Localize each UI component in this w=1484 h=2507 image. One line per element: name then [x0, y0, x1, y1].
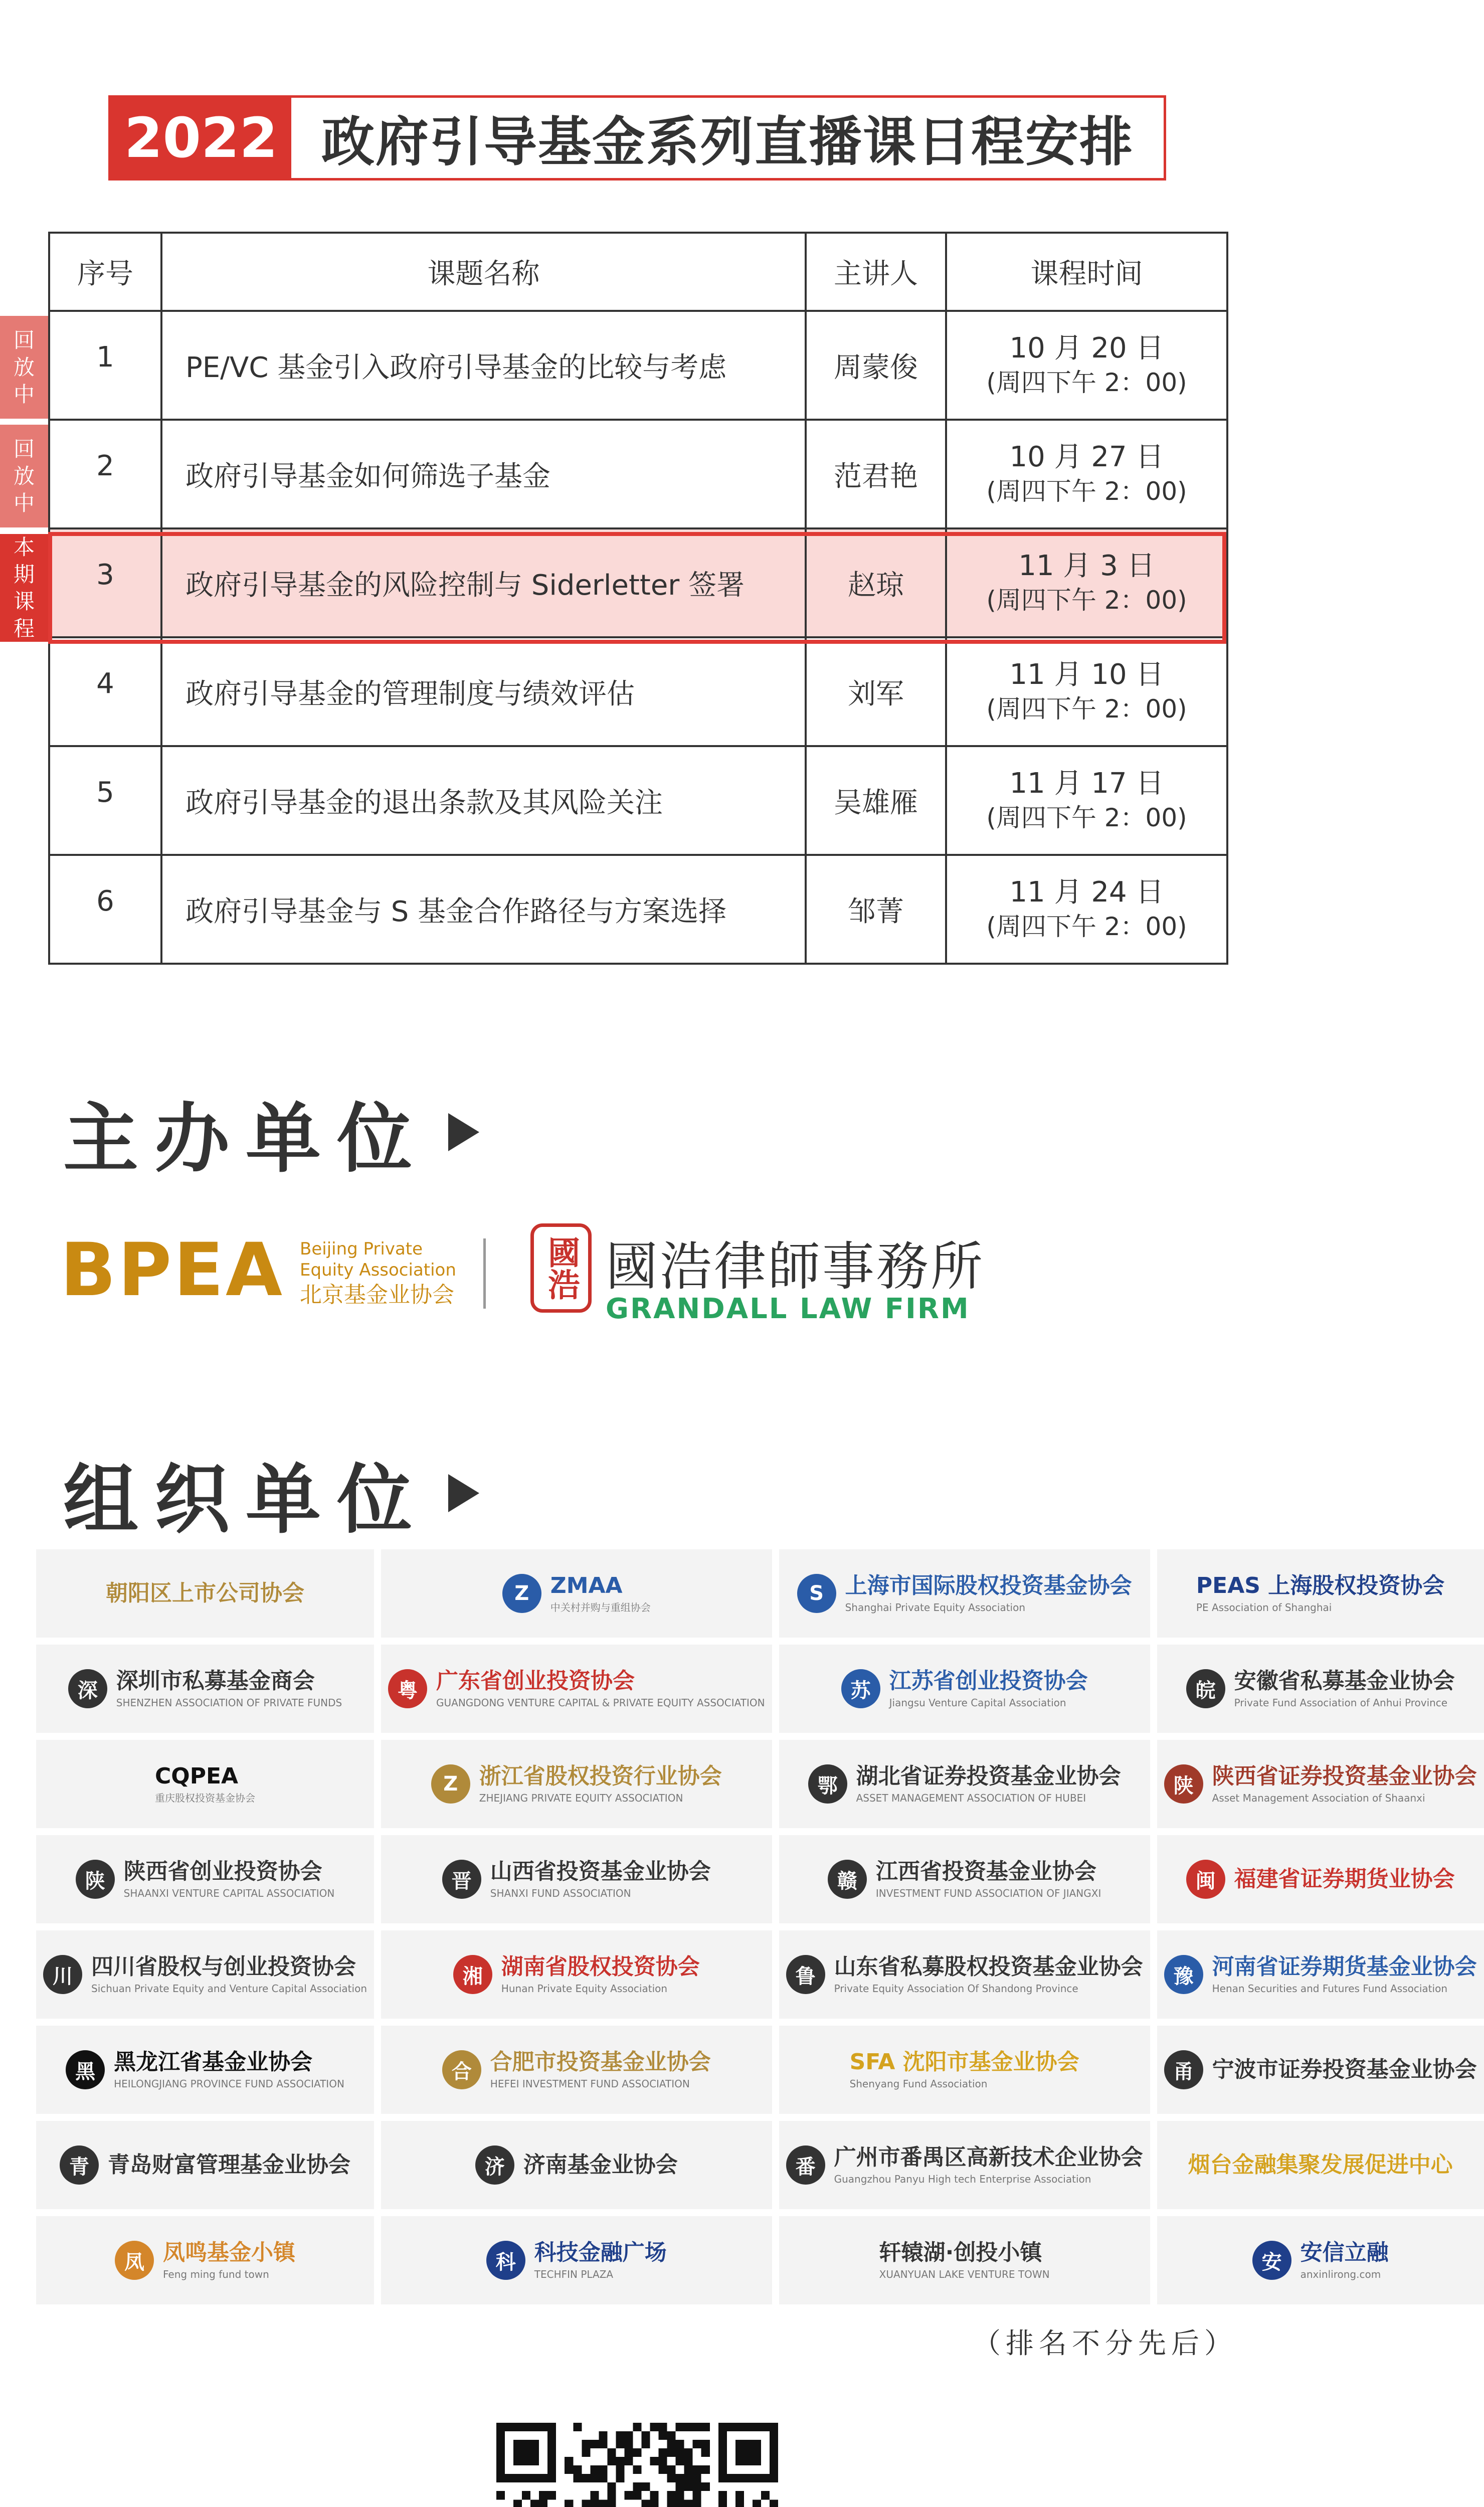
organizer-name: 四川省股权与创业投资协会: [91, 1954, 356, 1980]
organizer-name-en: Sichuan Private Equity and Venture Capital Association: [91, 1982, 367, 1995]
organizer-logo: [779, 2026, 1150, 2114]
organizer-logo: [381, 1930, 772, 2019]
organizer-emblem-icon: 苏: [841, 1669, 880, 1708]
organizer-text: [845, 1573, 1132, 1614]
row-slot: (周四下午 2：00): [986, 585, 1187, 615]
organizer-text: [1301, 2240, 1389, 2280]
row-date: 11 月 3 日: [1018, 549, 1155, 582]
organizer-name: 江苏省创业投资协会: [889, 1668, 1088, 1694]
row-date: 11 月 24 日: [1009, 875, 1164, 909]
row-topic: 政府引导基金的管理制度与绩效评估: [161, 637, 806, 746]
organizer-name: 科技金融广场: [534, 2240, 667, 2266]
triangle-arrow-icon: [448, 1474, 479, 1512]
title-banner: [108, 95, 1166, 181]
header-speaker: 主讲人: [806, 233, 946, 311]
row-topic: 政府引导基金如何筛选子基金: [161, 420, 806, 528]
organizer-name: 济南基金业协会: [523, 2152, 678, 2178]
organizer-name: SFA 沈阳市基金业协会: [849, 2049, 1079, 2075]
organizer-name: 陕西省创业投资协会: [123, 1859, 322, 1885]
organizers-heading: [63, 1439, 479, 1547]
organizer-logo: [779, 2216, 1150, 2304]
organizer-name-en: Jiangsu Venture Capital Association: [889, 1696, 1066, 1709]
tag-text: 回 放 中: [13, 436, 35, 515]
row-no: 4: [49, 637, 161, 746]
grandall-name-en: GRANDALL LAW FIRM: [606, 1293, 970, 1325]
row-slot: (周四下午 2：00): [986, 694, 1187, 724]
organizer-text: [834, 2145, 1143, 2185]
organizer-emblem-icon: 川: [43, 1955, 82, 1994]
organizer-emblem-icon: 鄂: [808, 1764, 847, 1804]
organizer-logo: [36, 2216, 374, 2304]
table-row-current: [49, 528, 1227, 637]
organizer-name: 合肥市投资基金业协会: [490, 2049, 711, 2075]
organizer-text: [124, 1859, 335, 1899]
organizer-logo: [779, 1835, 1150, 1923]
row-speaker: 范君艳: [806, 420, 946, 528]
organizer-name-en: Henan Securities and Futures Fund Association: [1212, 1982, 1447, 1995]
row-time: [946, 528, 1227, 637]
row-speaker: 周蒙俊: [806, 311, 946, 420]
organizer-logo: [36, 2121, 374, 2209]
row-speaker: 邹菁: [806, 855, 946, 964]
header-topic: 课题名称: [161, 233, 806, 311]
organizer-name-en: Feng ming fund town: [163, 2268, 269, 2280]
organizer-text: [889, 1669, 1088, 1709]
organizer-text: [1212, 2057, 1477, 2083]
organizer-name-en: ASSET MANAGEMENT ASSOCIATION OF HUBEI: [856, 1792, 1086, 1804]
row-time: [946, 855, 1227, 964]
organizer-emblem-icon: 闽: [1186, 1860, 1225, 1899]
row-topic: 政府引导基金与 S 基金合作路径与方案选择: [161, 855, 806, 964]
row-time: [946, 311, 1227, 420]
organizer-name: 烟台金融集聚发展促进中心: [1188, 2152, 1453, 2178]
organizer-emblem-icon: 陕: [1164, 1764, 1203, 1804]
organizer-emblem-icon: 青: [60, 2145, 99, 2185]
organizer-emblem-icon: 鲁: [786, 1955, 825, 1994]
organizer-text: [834, 1954, 1143, 1995]
grandall-seal-logo: [530, 1223, 592, 1313]
table-header-row: [49, 233, 1227, 311]
organizer-name: 深圳市私募基金商会: [116, 1668, 315, 1694]
replay-tag: [0, 316, 48, 419]
organizer-logo: [381, 1549, 772, 1638]
organizer-name: 河南省证券期货基金业协会: [1212, 1954, 1477, 1980]
row-no: 6: [49, 855, 161, 964]
organizer-text: [490, 1859, 711, 1899]
organizer-emblem-icon: 深: [68, 1669, 107, 1708]
row-speaker: 赵琼: [806, 528, 946, 637]
organizer-name: PEAS 上海股权投资协会: [1196, 1573, 1445, 1599]
organizer-name: 山东省私募股权投资基金业协会: [834, 1954, 1143, 1980]
row-date: 11 月 17 日: [1009, 767, 1164, 800]
organizer-text: [1212, 1764, 1477, 1804]
organizer-emblem-icon: 济: [475, 2145, 514, 2185]
organizer-logo: [381, 1645, 772, 1733]
row-time: [946, 746, 1227, 855]
organizer-logo: [381, 2121, 772, 2209]
organizer-name: 凤鸣基金小镇: [163, 2240, 295, 2266]
organizer-logo: [1157, 2121, 1484, 2209]
organizer-name-en: Guangzhou Panyu High tech Enterprise Association: [834, 2173, 1091, 2185]
organizer-name: 安徽省私募基金业协会: [1234, 1668, 1455, 1694]
organizer-name: ZMAA: [550, 1573, 623, 1599]
organizer-name: 宁波市证券投资基金业协会: [1212, 2056, 1477, 2082]
row-date: 11 月 10 日: [1009, 658, 1164, 691]
organizer-logo: [36, 1645, 374, 1733]
organizer-text: [879, 2240, 1050, 2280]
table-row: [49, 311, 1227, 420]
hosts-heading-text: 主办单位: [63, 1096, 429, 1183]
hosts-heading: [63, 1078, 479, 1186]
tag-text: 本 期 课 程: [13, 534, 35, 641]
organizer-name-en: SHAANXI VENTURE CAPITAL ASSOCIATION: [123, 1887, 335, 1899]
organizer-name-en: anxinlirong.com: [1300, 2268, 1381, 2280]
organizer-emblem-icon: 赣: [828, 1860, 867, 1899]
host-divider: [483, 1238, 486, 1309]
organizers-heading-text: 组织单位: [63, 1457, 429, 1544]
row-no: 5: [49, 746, 161, 855]
organizer-logo: [36, 2026, 374, 2114]
organizer-text: [490, 2050, 711, 2090]
organizer-text: [1188, 2153, 1453, 2178]
organizer-name: 青岛财富管理基金业协会: [108, 2152, 350, 2178]
triangle-arrow-icon: [448, 1113, 479, 1151]
row-no: 2: [49, 420, 161, 528]
organizer-name: 湖南省股权投资协会: [501, 1954, 700, 1980]
organizer-logo: [1157, 1835, 1484, 1923]
row-topic: 政府引导基金的退出条款及其风险关注: [161, 746, 806, 855]
table-row: [49, 746, 1227, 855]
row-topic: 政府引导基金的风险控制与 Siderletter 签署: [161, 528, 806, 637]
organizer-logo: [1157, 1645, 1484, 1733]
organizer-text: [856, 1764, 1121, 1804]
organizer-text: [106, 1581, 304, 1606]
table-row: [49, 420, 1227, 528]
organizer-logo: [1157, 1549, 1484, 1638]
organizer-text: [108, 2153, 350, 2178]
organizer-logo: [381, 1835, 772, 1923]
organizer-text: [850, 2050, 1079, 2090]
organizer-text: [436, 1669, 765, 1709]
organizer-text: [501, 1954, 700, 1995]
organizer-name-en: Asset Management Association of Shaanxi: [1212, 1792, 1425, 1804]
row-time: [946, 420, 1227, 528]
organizer-logo: [779, 1549, 1150, 1638]
organizer-logo: [381, 1740, 772, 1828]
organizer-emblem-icon: 湘: [453, 1955, 492, 1994]
organizer-logo: [779, 1930, 1150, 2019]
page-title: 政府引导基金系列直播课日程安排: [321, 111, 1134, 173]
organizer-text: [1196, 1573, 1444, 1614]
tag-text: 回 放 中: [13, 327, 35, 407]
organizer-logo: [381, 2026, 772, 2114]
title-year: 2022: [111, 98, 291, 178]
organizer-emblem-icon: 安: [1252, 2241, 1291, 2280]
order-note: （排名不分先后）: [973, 2327, 1237, 2360]
bpea-en-1: Beijing Private: [300, 1239, 423, 1259]
organizer-name: 安信立融: [1300, 2240, 1389, 2266]
organizer-logo: [1157, 2216, 1484, 2304]
organizer-emblem-icon: Z: [502, 1574, 541, 1613]
row-no: 3: [49, 528, 161, 637]
organizer-text: [114, 2050, 344, 2090]
organizer-emblem-icon: 凤: [115, 2241, 154, 2280]
organizer-logo-grid: [36, 1549, 1477, 2304]
organizer-emblem-icon: 甬: [1164, 2050, 1203, 2089]
organizer-text: [523, 2153, 678, 2178]
organizer-text: [479, 1764, 722, 1804]
bpea-logo-text: [300, 1238, 456, 1306]
row-no: 1: [49, 311, 161, 420]
organizer-text: [534, 2240, 667, 2280]
organizer-name: 轩辕湖·创投小镇: [879, 2240, 1042, 2266]
organizer-emblem-icon: 番: [786, 2145, 825, 2185]
organizer-name-en: Shanghai Private Equity Association: [845, 1601, 1026, 1614]
organizer-logo: [779, 1740, 1150, 1828]
organizer-name: 朝阳区上市公司协会: [106, 1580, 304, 1606]
organizer-text: [116, 1669, 342, 1709]
header-no: 序号: [49, 233, 161, 311]
bpea-cn: 北京基金业协会: [300, 1282, 454, 1308]
organizer-logo: [36, 1930, 374, 2019]
seal-text: 國浩: [542, 1236, 580, 1300]
organizer-logo: [1157, 2026, 1484, 2114]
organizer-text: [1234, 1867, 1455, 1892]
row-time: [946, 637, 1227, 746]
row-date: 10 月 27 日: [1009, 440, 1164, 473]
organizer-text: [155, 1764, 255, 1804]
organizer-logo: [36, 1835, 374, 1923]
row-topic: PE/VC 基金引入政府引导基金的比较与考虑: [161, 311, 806, 420]
organizer-name-en: ZHEJIANG PRIVATE EQUITY ASSOCIATION: [479, 1792, 683, 1804]
organizer-name-en: SHENZHEN ASSOCIATION OF PRIVATE FUNDS: [116, 1696, 342, 1709]
organizer-name-en: Hunan Private Equity Association: [501, 1982, 668, 1995]
organizer-name: 广州市番禺区高新技术企业协会: [834, 2144, 1143, 2171]
organizer-logo: [1157, 1740, 1484, 1828]
row-speaker: 吴雄雁: [806, 746, 946, 855]
organizer-text: [163, 2240, 295, 2280]
organizer-name: 陕西省证券投资基金业协会: [1212, 1763, 1477, 1789]
organizer-name: 福建省证券期货业协会: [1234, 1866, 1455, 1892]
organizer-text: [550, 1573, 651, 1614]
organizer-name: 江西省投资基金业协会: [875, 1859, 1096, 1885]
organizer-text: [1234, 1669, 1455, 1709]
organizer-logo: [36, 1549, 374, 1638]
organizer-emblem-icon: S: [797, 1574, 836, 1613]
organizer-name: 上海市国际股权投资基金协会: [845, 1573, 1132, 1599]
row-slot: (周四下午 2：00): [986, 912, 1187, 941]
organizer-name-en: HEILONGJIANG PROVINCE FUND ASSOCIATION: [114, 2077, 344, 2090]
organizer-logo: [381, 2216, 772, 2304]
qr-code[interactable]: [496, 2423, 778, 2507]
organizer-name-en: INVESTMENT FUND ASSOCIATION OF JIANGXI: [875, 1887, 1101, 1899]
organizer-text: [91, 1954, 367, 1995]
bpea-logo: BPEA: [60, 1227, 285, 1313]
organizer-emblem-icon: 豫: [1164, 1955, 1203, 1994]
organizer-emblem-icon: 皖: [1186, 1669, 1225, 1708]
organizer-emblem-icon: 合: [442, 2050, 481, 2089]
organizer-logo: [36, 1740, 374, 1828]
row-slot: (周四下午 2：00): [986, 803, 1187, 832]
row-slot: (周四下午 2：00): [986, 368, 1187, 397]
grandall-name-cn: 國浩律師事務所: [606, 1236, 985, 1297]
table-row: [49, 637, 1227, 746]
bpea-en-2: Equity Association: [300, 1260, 456, 1280]
organizer-name-en: TECHFIN PLAZA: [534, 2268, 614, 2280]
organizer-name: CQPEA: [155, 1763, 239, 1789]
organizer-name-en: Private Equity Association Of Shandong Province: [834, 1982, 1078, 1995]
organizer-name-en: SHANXI FUND ASSOCIATION: [490, 1887, 631, 1899]
current-session-tag: [0, 534, 48, 642]
organizer-emblem-icon: 科: [486, 2241, 525, 2280]
row-slot: (周四下午 2：00): [986, 476, 1187, 506]
row-date: 10 月 20 日: [1009, 331, 1164, 365]
organizer-emblem-icon: 粤: [388, 1669, 427, 1708]
replay-tag: [0, 425, 48, 527]
organizer-name: 山西省投资基金业协会: [490, 1859, 711, 1885]
organizer-logo: [1157, 1930, 1484, 2019]
schedule-table: [48, 232, 1228, 965]
organizer-emblem-icon: Z: [431, 1764, 470, 1804]
table-row: [49, 855, 1227, 964]
organizer-name-en: Private Fund Association of Anhui Province: [1234, 1696, 1448, 1709]
organizer-name-en: Shenyang Fund Association: [849, 2077, 988, 2090]
organizer-name-en: 中关村并购与重组协会: [550, 1601, 651, 1614]
header-time: 课程时间: [946, 233, 1227, 311]
organizer-logo: [779, 1645, 1150, 1733]
organizer-name-en: GUANGDONG VENTURE CAPITAL & PRIVATE EQUITY ASSOCIATION: [436, 1696, 765, 1709]
organizer-text: [1212, 1954, 1477, 1995]
organizer-name: 广东省创业投资协会: [436, 1668, 635, 1694]
row-speaker: 刘军: [806, 637, 946, 746]
organizer-name-en: HEFEI INVESTMENT FUND ASSOCIATION: [490, 2077, 690, 2090]
organizer-name: 浙江省股权投资行业协会: [479, 1763, 722, 1789]
organizer-logo: [779, 2121, 1150, 2209]
organizer-emblem-icon: 黑: [66, 2050, 105, 2089]
organizer-text: [876, 1859, 1101, 1899]
organizer-emblem-icon: 陕: [76, 1860, 115, 1899]
organizer-name-en: PE Association of Shanghai: [1196, 1601, 1332, 1614]
organizer-name-en: XUANYUAN LAKE VENTURE TOWN: [879, 2268, 1050, 2280]
organizer-emblem-icon: 晋: [442, 1860, 481, 1899]
organizer-name-en: 重庆股权投资基金协会: [155, 1792, 255, 1804]
organizer-name: 黑龙江省基金业协会: [114, 2049, 313, 2075]
organizer-name: 湖北省证券投资基金业协会: [856, 1763, 1121, 1789]
